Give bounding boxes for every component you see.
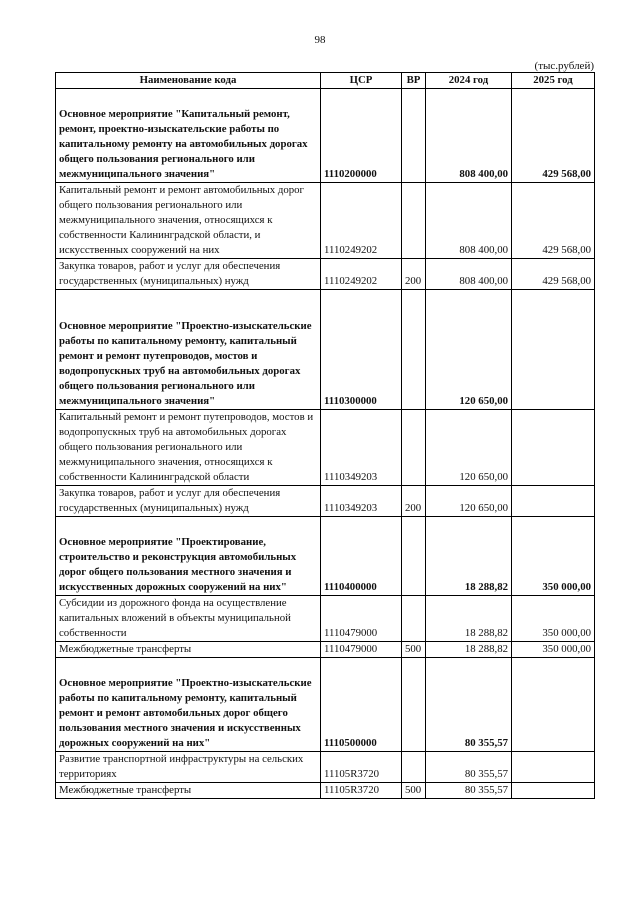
table-row-main-activity xyxy=(56,290,595,410)
cell-vr xyxy=(402,290,426,410)
cell-2025: 350 000,00 xyxy=(512,642,595,658)
cell-vr: 500 xyxy=(402,783,426,799)
header-vr: ВР xyxy=(402,73,426,89)
cell-vr xyxy=(402,183,426,259)
table-header-row xyxy=(56,73,595,89)
table-row-main-activity xyxy=(56,89,595,183)
cell-csr: 1110400000 xyxy=(321,517,402,596)
cell-vr xyxy=(402,517,426,596)
cell-2024: 808 400,00 xyxy=(426,259,512,290)
units-note: (тыс.рублей) xyxy=(534,60,594,72)
cell-2024: 808 400,00 xyxy=(426,183,512,259)
cell-name: Межбюджетные трансферты xyxy=(56,642,321,658)
cell-2025 xyxy=(512,486,595,517)
cell-2024: 18 288,82 xyxy=(426,596,512,642)
table-row xyxy=(56,783,595,799)
cell-csr: 1110479000 xyxy=(321,596,402,642)
cell-csr: 1110200000 xyxy=(321,89,402,183)
header-name: Наименование кода xyxy=(56,73,321,89)
cell-2025: 350 000,00 xyxy=(512,517,595,596)
cell-csr: 1110349203 xyxy=(321,486,402,517)
cell-csr: 1110249202 xyxy=(321,183,402,259)
cell-2025 xyxy=(512,752,595,783)
cell-2024: 80 355,57 xyxy=(426,658,512,752)
cell-2024: 808 400,00 xyxy=(426,89,512,183)
table-row xyxy=(56,183,595,259)
table-row xyxy=(56,642,595,658)
table-row xyxy=(56,410,595,486)
cell-vr xyxy=(402,410,426,486)
table-body xyxy=(56,89,595,799)
header-2024: 2024 год xyxy=(426,73,512,89)
cell-2025 xyxy=(512,290,595,410)
page-number: 98 xyxy=(314,34,326,46)
cell-name: Развитие транспортной инфраструктуры на сельских территориях xyxy=(56,752,321,783)
cell-2025: 429 568,00 xyxy=(512,183,595,259)
cell-vr: 200 xyxy=(402,259,426,290)
cell-2024: 18 288,82 xyxy=(426,642,512,658)
cell-name: Закупка товаров, работ и услуг для обеспечения государственных (муниципальных) нужд xyxy=(56,486,321,517)
cell-vr: 200 xyxy=(402,486,426,517)
table-row xyxy=(56,596,595,642)
cell-vr xyxy=(402,89,426,183)
cell-2025: 429 568,00 xyxy=(512,259,595,290)
table-row-main-activity xyxy=(56,658,595,752)
cell-name: Закупка товаров, работ и услуг для обеспечения государственных (муниципальных) нужд xyxy=(56,259,321,290)
cell-2025: 350 000,00 xyxy=(512,596,595,642)
cell-vr xyxy=(402,658,426,752)
table-row-main-activity xyxy=(56,517,595,596)
cell-csr: 1110300000 xyxy=(321,290,402,410)
cell-name: Субсидии из дорожного фонда на осуществление капитальных вложений в объекты муниципальной собственности xyxy=(56,596,321,642)
cell-name: Основное мероприятие "Проектно-изыскательские работы по капитальному ремонту, капитальный ремонт и ремонт автомобильных дорог общего пользования местного значения и искусственных дорожных сооружений на них" xyxy=(56,658,321,752)
header-2025: 2025 год xyxy=(512,73,595,89)
cell-vr xyxy=(402,752,426,783)
cell-2024: 120 650,00 xyxy=(426,410,512,486)
cell-2024: 120 650,00 xyxy=(426,290,512,410)
cell-name: Основное мероприятие "Проектирование, строительство и реконструкция автомобильных дорог общего пользования местного значения и искусственных дорожных сооружений на них" xyxy=(56,517,321,596)
table-row xyxy=(56,752,595,783)
cell-name: Основное мероприятие "Проектно-изыскательские работы по капитальному ремонту, капитальный ремонт и ремонт путепроводов, мостов и водопропускных труб на автомобильных дорогах общего пользования регионального или межмуниципального значения" xyxy=(56,290,321,410)
cell-name: Основное мероприятие "Капитальный ремонт, ремонт, проектно-изыскательские работы по капитальному ремонту на автомобильных дорогах общего пользования регионального или межмуниципального значения" xyxy=(56,89,321,183)
header-csr: ЦСР xyxy=(321,73,402,89)
cell-csr: 11105R3720 xyxy=(321,783,402,799)
cell-csr: 1110479000 xyxy=(321,642,402,658)
cell-csr: 11105R3720 xyxy=(321,752,402,783)
cell-vr: 500 xyxy=(402,642,426,658)
cell-vr xyxy=(402,596,426,642)
cell-name: Капитальный ремонт и ремонт автомобильных дорог общего пользования регионального или межмуниципального значения, относящихся к собственности Калининградской области, и искусственных сооружений на них xyxy=(56,183,321,259)
cell-2024: 18 288,82 xyxy=(426,517,512,596)
cell-name: Капитальный ремонт и ремонт путепроводов, мостов и водопропускных труб на автомобильных дорогах общего пользования регионального или межмуниципального значения, относящихся к собственности Калининградской области xyxy=(56,410,321,486)
cell-csr: 1110249202 xyxy=(321,259,402,290)
cell-2024: 80 355,57 xyxy=(426,783,512,799)
cell-2025 xyxy=(512,783,595,799)
budget-table xyxy=(55,72,595,799)
cell-2025: 429 568,00 xyxy=(512,89,595,183)
cell-csr: 1110349203 xyxy=(321,410,402,486)
cell-2025 xyxy=(512,410,595,486)
table-row xyxy=(56,486,595,517)
cell-2024: 80 355,57 xyxy=(426,752,512,783)
cell-csr: 1110500000 xyxy=(321,658,402,752)
cell-name: Межбюджетные трансферты xyxy=(56,783,321,799)
cell-2025 xyxy=(512,658,595,752)
table-row xyxy=(56,259,595,290)
cell-2024: 120 650,00 xyxy=(426,486,512,517)
